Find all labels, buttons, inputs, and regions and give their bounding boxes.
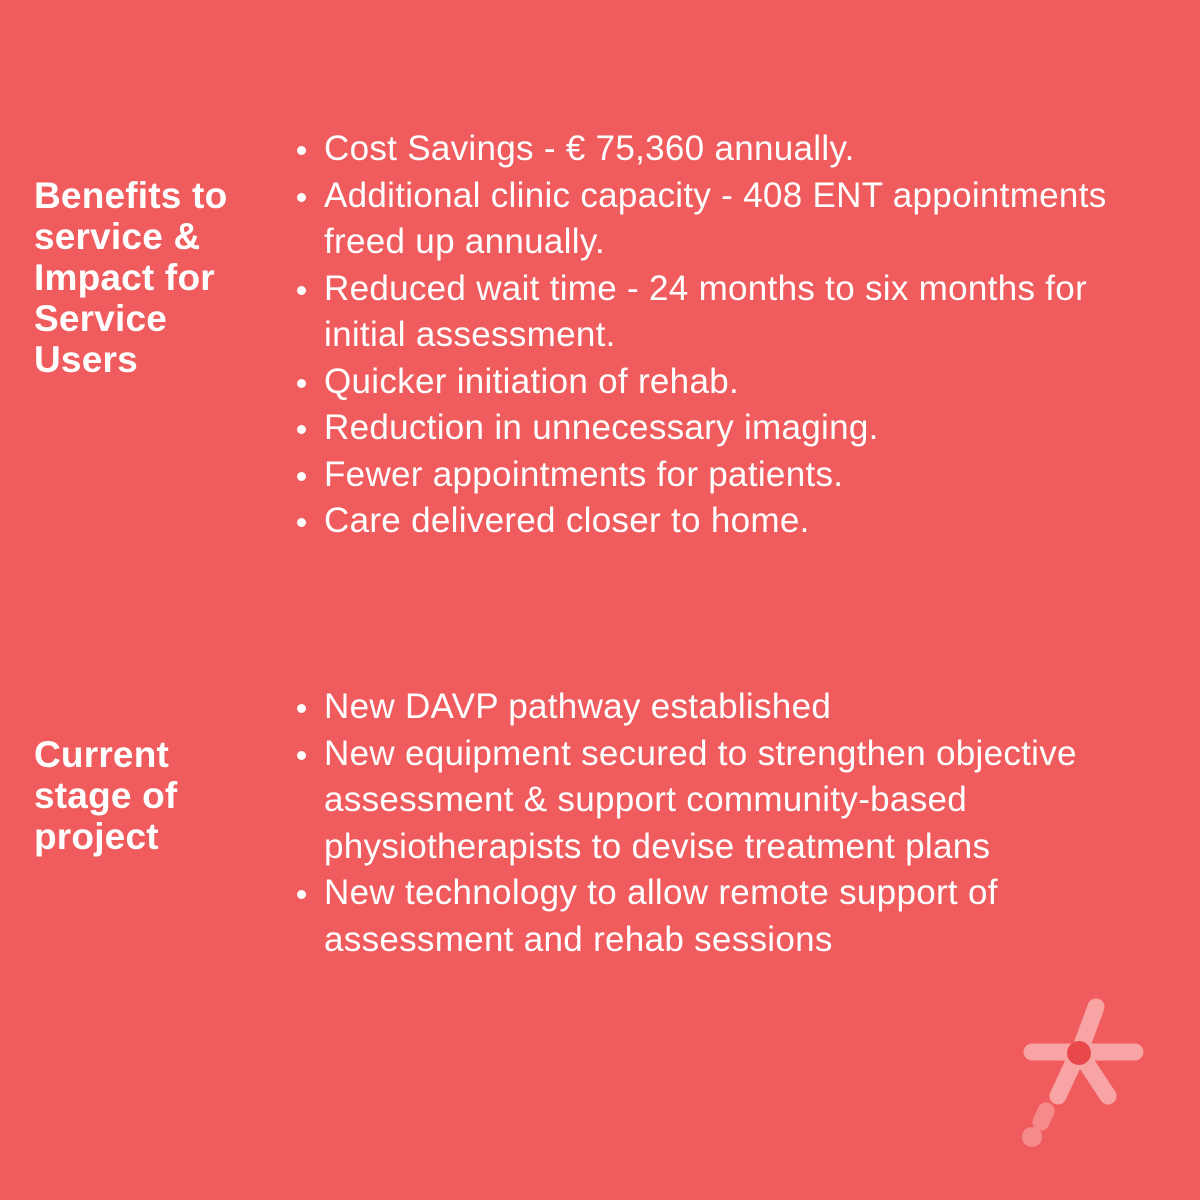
- asterisk-figure-logo-icon: [1010, 985, 1160, 1160]
- benefits-list-item: Fewer appointments for patients.: [290, 452, 1120, 499]
- benefits-section-title: Benefits to service & Impact for Service Users: [34, 175, 228, 380]
- current-stage-list-item: New equipment secured to strengthen objective assessment & support community-based physiotherapists to devise treatment plans: [290, 731, 1120, 871]
- current-stage-section-title: Current stage of project: [34, 734, 178, 857]
- current-stage-list: [290, 684, 1120, 963]
- benefits-list-item: Reduced wait time - 24 months to six months for initial assessment.: [290, 266, 1120, 359]
- current-stage-list-item: New DAVP pathway established: [290, 684, 1120, 731]
- benefits-list-item: Care delivered closer to home.: [290, 498, 1120, 545]
- benefits-list: [290, 126, 1120, 545]
- benefits-list-item: Reduction in unnecessary imaging.: [290, 405, 1120, 452]
- benefits-list-item: Quicker initiation of rehab.: [290, 359, 1120, 406]
- benefits-list-item: Cost Savings - € 75,360 annually.: [290, 126, 1120, 173]
- current-stage-list-item: New technology to allow remote support of assessment and rehab sessions: [290, 870, 1120, 963]
- benefits-list-item: Additional clinic capacity - 408 ENT appointments freed up annually.: [290, 173, 1120, 266]
